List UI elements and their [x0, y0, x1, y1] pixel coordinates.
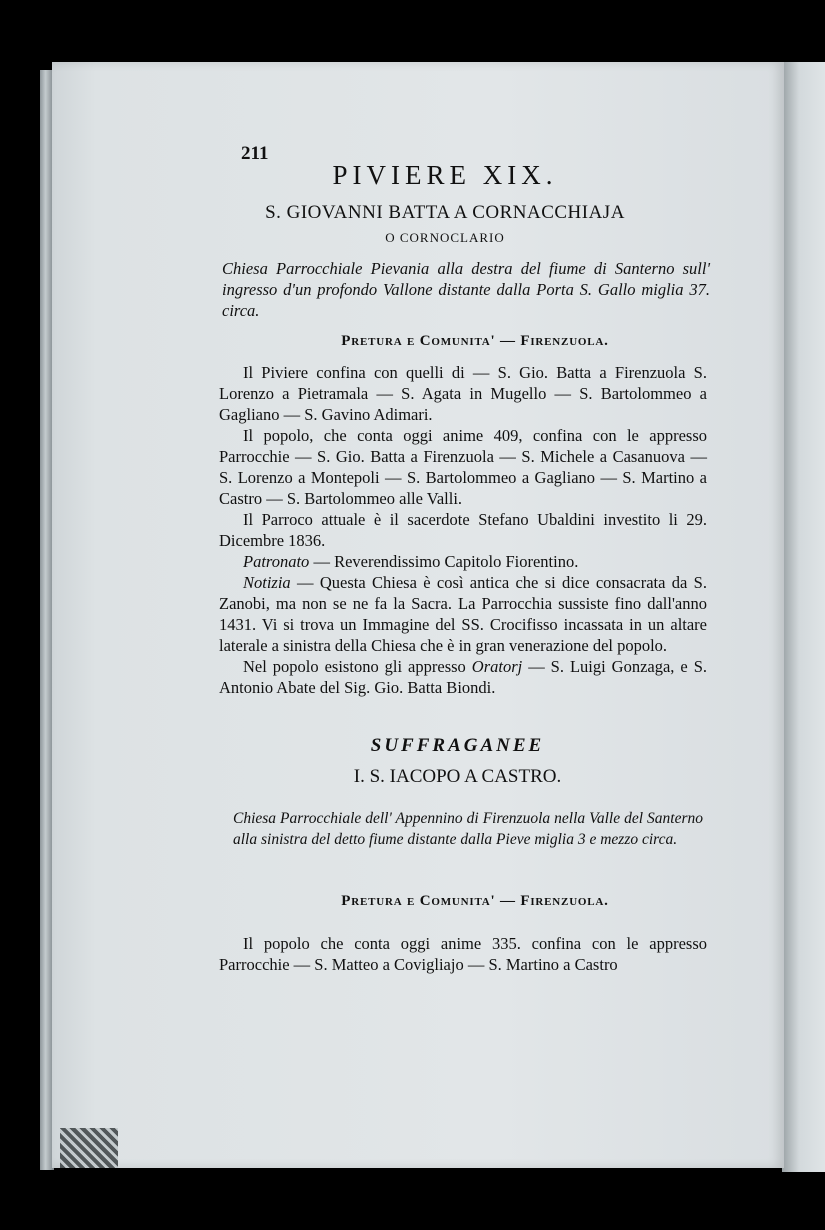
paragraph-confini: Il Piviere confina con quelli di — S. Gio. Batta a Firenzuola S. Lorenzo a Pietramala — S. Agata in Mugello — S. Bartolommeo a Gagliano — S. Gavino Adimari.: [219, 363, 707, 424]
notizia-label: Notizia: [243, 573, 291, 592]
pretura-line: Pretura e Comunita' — Firenzuola.: [341, 333, 609, 349]
facing-page-edge: [782, 62, 825, 1172]
iacopo-pretura-line: Pretura e Comunita' — Firenzuola.: [341, 893, 609, 909]
church-subtitle: O CORNOCLARIO: [385, 230, 505, 245]
patronato-text: — Reverendissimo Capitolo Fiorentino.: [309, 552, 579, 571]
suffraganee-heading: SUFFRAGANEE: [370, 735, 545, 756]
page-number: 211: [241, 143, 269, 164]
paragraph-notizia: [219, 572, 707, 656]
paragraph-popolo: Il popolo, che conta oggi anime 409, confina con le appresso Parrocchie — S. Gio. Batta a Firenzuola — S. Michele a Casanuova — S. Lorenzo a Montepoli — S. Bartolommeo a Gagliano — S. Martino a Castro — S. Bartolommeo alle Valli.: [219, 426, 707, 508]
paragraph-oratori: [219, 656, 707, 698]
church-title: S. GIOVANNI BATTA A CORNACCHIAJA: [265, 202, 625, 223]
iacopo-title: I. S. IACOPO A CASTRO.: [353, 766, 562, 787]
church-body: [219, 362, 707, 698]
church-description: Chiesa Parrocchiale Pievania alla destra del fiume di Santerno sull' ingresso d'un profondo Vallone distante dalla Porta S. Gallo miglia 37. circa.: [222, 259, 710, 320]
paragraph-iacopo-popolo: Il popolo che conta oggi anime 335. confina con le appresso Parrocchie — S. Matteo a Covigliajo — S. Martino a Castro: [219, 934, 707, 974]
piviere-title: PIVIERE XIX.: [332, 160, 558, 190]
paragraph-patronato: [219, 551, 707, 572]
oratori-pre: Nel popolo esistono gli appresso: [243, 657, 472, 676]
paragraph-parroco: Il Parroco attuale è il sacerdote Stefano Ubaldini investito li 29. Dicembre 1836.: [219, 510, 707, 550]
oratori-label: Oratorj: [471, 657, 523, 676]
notizia-text: — Questa Chiesa è così antica che si dice consacrata da S. Zanobi, ma non se ne fa la Sacra. La Parrocchia sussiste fino dall'anno 1431. Vi si trova un Immagine del SS. Crocifisso incassata in un altare laterale a sinistra della Chiesa che è in gran venerazione del popolo.: [219, 573, 707, 655]
patronato-label: Patronato: [243, 552, 310, 571]
iacopo-description: Chiesa Parrocchiale dell' Appennino di Firenzuola nella Valle del Santerno alla sinistra del detto fiume distante dalla Pieve miglia 3 e mezzo circa.: [233, 810, 703, 848]
page-corner-wear: [60, 1128, 118, 1168]
oratori-post: — S. Luigi Gonzaga, e S. Antonio Abate del Sig. Gio. Batta Biondi.: [219, 657, 708, 697]
iacopo-body: [219, 933, 707, 975]
